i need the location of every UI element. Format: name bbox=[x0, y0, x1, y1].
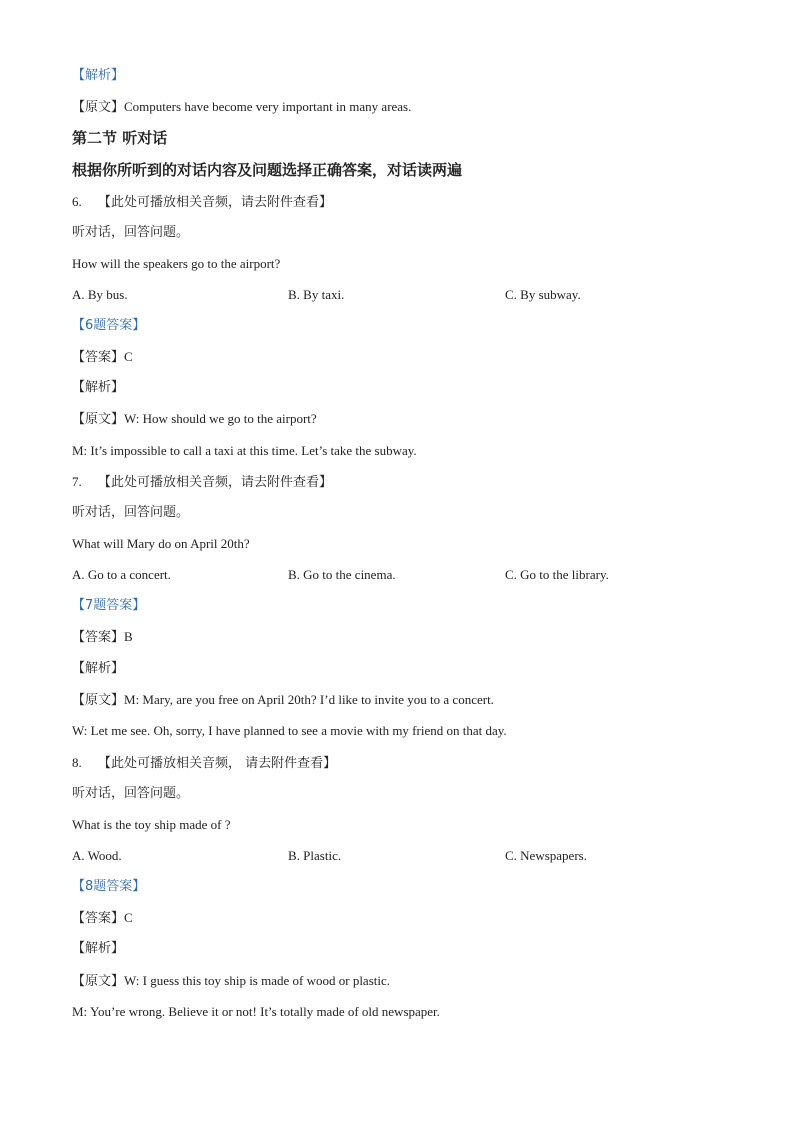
analysis-label: 【解析】 bbox=[72, 941, 125, 956]
option-b: B. By taxi. bbox=[288, 287, 345, 302]
question-8-header bbox=[72, 754, 336, 773]
answer-header: 【6题答案】 bbox=[72, 318, 146, 333]
question-text: What will Mary do on April 20th? bbox=[72, 536, 250, 551]
answer-line bbox=[72, 348, 133, 367]
section-instruction: 根据你所听到的对话内容及问题选择正确答案，对话读两遍 bbox=[72, 161, 463, 179]
transcript-line-1 bbox=[72, 410, 317, 429]
original-label: 【原文】 bbox=[72, 974, 125, 989]
original-text: Computers have become very important in many areas. bbox=[124, 99, 412, 114]
option-b: B. Go to the cinema. bbox=[288, 567, 396, 582]
option-a: A. Wood. bbox=[72, 848, 122, 863]
analysis-label: 【解析】 bbox=[72, 380, 125, 395]
transcript-line-2: W: Let me see. Oh, sorry, I have planned to see a movie with my friend on that day. bbox=[72, 723, 507, 738]
question-7-header bbox=[72, 473, 332, 492]
option-c: C. Newspapers. bbox=[505, 848, 587, 863]
option-c: C. By subway. bbox=[505, 287, 581, 302]
option-b: B. Plastic. bbox=[288, 848, 342, 863]
answer-label: 【答案】 bbox=[72, 350, 125, 365]
option-a: A. Go to a concert. bbox=[72, 567, 171, 582]
original-label: 【原文】 bbox=[72, 100, 125, 115]
transcript-text: W: How should we go to the airport? bbox=[124, 411, 317, 426]
answer-label: 【答案】 bbox=[72, 630, 125, 645]
analysis-label: 【解析】 bbox=[72, 661, 125, 676]
question-text: What is the toy ship made of ? bbox=[72, 817, 231, 832]
question-number: 7. bbox=[72, 474, 82, 489]
original-text-line bbox=[72, 98, 411, 117]
answer-line bbox=[72, 909, 133, 928]
transcript-line-1 bbox=[72, 972, 390, 991]
original-label: 【原文】 bbox=[72, 693, 125, 708]
answer-header: 【7题答案】 bbox=[72, 598, 146, 613]
question-prompt: 听对话，回答问题。 bbox=[72, 786, 190, 801]
section-title: 第二节 听对话 bbox=[72, 129, 168, 147]
question-number: 6. bbox=[72, 194, 82, 209]
question-number: 8. bbox=[72, 755, 82, 770]
transcript-line-1 bbox=[72, 691, 494, 710]
question-prompt: 听对话，回答问题。 bbox=[72, 225, 190, 240]
question-prompt: 听对话，回答问题。 bbox=[72, 505, 190, 520]
option-a: A. By bus. bbox=[72, 287, 128, 302]
original-label: 【原文】 bbox=[72, 412, 125, 427]
option-c: C. Go to the library. bbox=[505, 567, 609, 582]
transcript-line-2: M: It’s impossible to call a taxi at this time. Let’s take the subway. bbox=[72, 443, 417, 458]
answer-line bbox=[72, 628, 133, 647]
analysis-label: 【解析】 bbox=[72, 68, 125, 83]
answer-value: C bbox=[124, 910, 133, 925]
question-text: How will the speakers go to the airport? bbox=[72, 256, 281, 271]
transcript-line-2: M: You’re wrong. Believe it or not! It’s totally made of old newspaper. bbox=[72, 1004, 440, 1019]
answer-value: B bbox=[124, 629, 133, 644]
transcript-text: W: I guess this toy ship is made of wood or plastic. bbox=[124, 973, 391, 988]
answer-label: 【答案】 bbox=[72, 911, 125, 926]
audio-note[interactable]: 【此处可播放相关音频，请去附件查看】 bbox=[98, 195, 333, 210]
audio-note[interactable]: 【此处可播放相关音频， 请去附件查看】 bbox=[98, 756, 337, 771]
question-6-header bbox=[72, 193, 332, 212]
audio-note[interactable]: 【此处可播放相关音频，请去附件查看】 bbox=[98, 475, 333, 490]
answer-header: 【8题答案】 bbox=[72, 879, 146, 894]
transcript-text: M: Mary, are you free on April 20th? I’d like to invite you to a concert. bbox=[124, 692, 494, 707]
answer-value: C bbox=[124, 349, 133, 364]
